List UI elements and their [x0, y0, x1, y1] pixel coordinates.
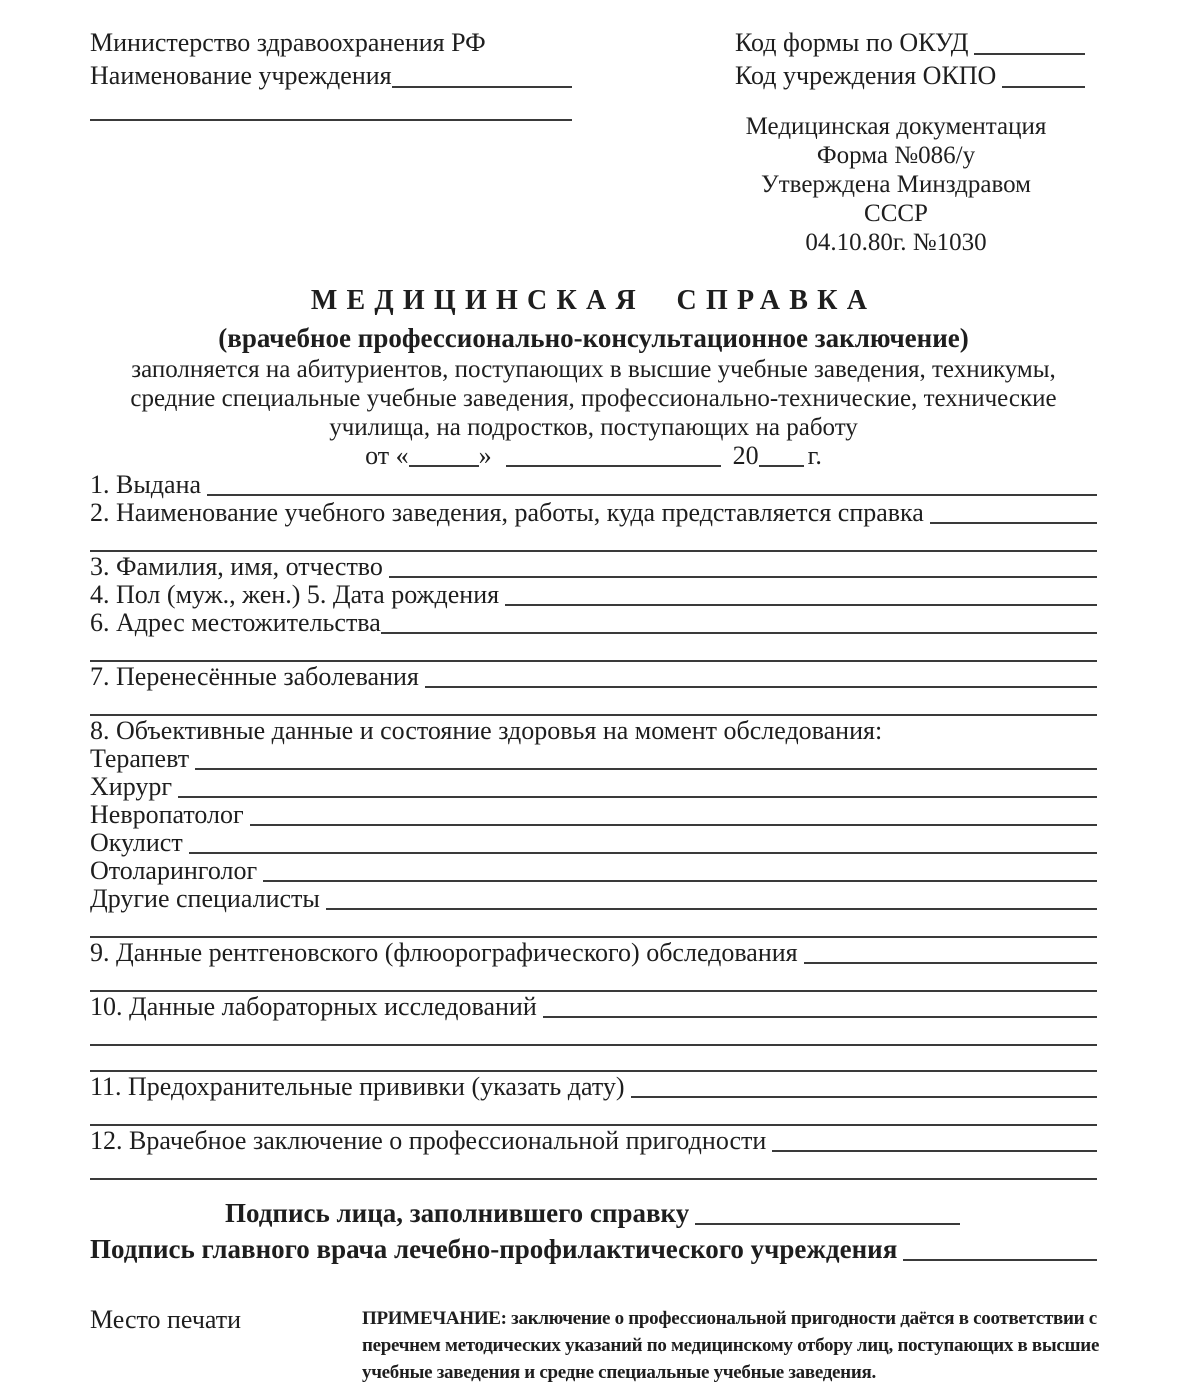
field-label-therapist: Терапевт	[90, 744, 190, 773]
signature-filler-label: Подпись лица, заполнившего справку	[225, 1198, 690, 1228]
blank-medical-conclusion[interactable]	[772, 1150, 1097, 1152]
field-label-past-diseases: 7. Перенесённые заболевания	[90, 662, 419, 691]
field-row-institution-name	[90, 500, 1097, 528]
blank-vaccinations[interactable]	[631, 1096, 1097, 1098]
field-row-lab-data	[90, 994, 1097, 1022]
signature-filler-blank[interactable]	[695, 1223, 960, 1225]
form-description-line-1: заполняется на абитуриентов, поступающих в высшие учебные заведения, техникумы,	[131, 356, 1056, 383]
signature-chief-row	[90, 1229, 1097, 1265]
ministry-line: Министерство здравоохранения РФ	[90, 28, 486, 57]
okud-blank[interactable]	[974, 53, 1085, 55]
form-description-line-2: средние специальные учебные заведения, профессионально-технические, технические	[130, 385, 1057, 412]
blank-otolaryngologist[interactable]	[263, 880, 1097, 882]
okud-label: Код формы по ОКУД	[735, 28, 969, 57]
field-row-neurologist	[90, 802, 1097, 830]
blank-address-cont[interactable]	[90, 638, 1097, 662]
blank-institution-name[interactable]	[930, 522, 1097, 524]
signatures-section	[90, 1193, 1097, 1265]
field-label-institution-name: 2. Наименование учебного заведения, работы, куда представляется справка	[90, 498, 924, 527]
okpo-label: Код учреждения ОКПО	[735, 61, 997, 90]
blank-neurologist[interactable]	[250, 824, 1097, 826]
note-label: ПРИМЕЧАНИЕ:	[362, 1308, 507, 1329]
blank-past-diseases-cont[interactable]	[90, 692, 1097, 716]
field-label-vaccinations: 11. Предохранительные прививки (указать дату)	[90, 1072, 625, 1101]
note-text-1: заключение о профессиональной пригодности даётся в соответствии с	[511, 1308, 1097, 1329]
blank-past-diseases[interactable]	[425, 686, 1097, 688]
date-year-suffix: г.	[807, 441, 822, 470]
field-row-medical-conclusion	[90, 1128, 1097, 1156]
field-row-past-diseases	[90, 664, 1097, 692]
date-row	[90, 442, 1097, 471]
form-title: МЕДИЦИНСКАЯ СПРАВКА	[310, 285, 877, 316]
date-month-blank[interactable]	[506, 465, 721, 467]
blank-vaccinations-cont[interactable]	[90, 1102, 1097, 1126]
field-label-xray-data: 9. Данные рентгеновского (флюорографического) обследования	[90, 938, 798, 967]
blank-xray-data[interactable]	[804, 962, 1097, 964]
institution-label: Наименование учреждения	[90, 61, 392, 90]
field-label-otolaryngologist: Отоларинголог	[90, 856, 258, 885]
field-row-surgeon	[90, 774, 1097, 802]
blank-surgeon[interactable]	[178, 796, 1097, 798]
field-row-other-specialists	[90, 886, 1097, 914]
blank-other-specialists[interactable]	[326, 908, 1097, 910]
blank-lab-data[interactable]	[543, 1016, 1097, 1018]
header-left	[90, 26, 572, 257]
form-header	[90, 26, 1097, 257]
field-row-xray-data	[90, 940, 1097, 968]
okpo-blank[interactable]	[1002, 86, 1085, 88]
note-line-1	[362, 1305, 1099, 1332]
blank-xray-data-cont[interactable]	[90, 968, 1097, 992]
signature-filler-row	[225, 1193, 960, 1229]
field-row-therapist	[90, 746, 1097, 774]
blank-oculist[interactable]	[189, 852, 1097, 854]
date-year-prefix: 20	[732, 441, 759, 470]
blank-address[interactable]	[381, 632, 1097, 634]
field-label-fullname: 3. Фамилия, имя, отчество	[90, 552, 383, 581]
blank-therapist[interactable]	[195, 768, 1097, 770]
doc-info-line-4: 04.10.80г. №1030	[805, 229, 987, 256]
field-row-vaccinations	[90, 1074, 1097, 1102]
field-row-sex-dob	[90, 582, 1097, 610]
blank-institution-name-cont[interactable]	[90, 528, 1097, 552]
blank-sex-dob[interactable]	[505, 604, 1097, 606]
field-row-issued	[90, 472, 1097, 500]
blank-lab-data-cont-1[interactable]	[90, 1022, 1097, 1046]
note-line-3: учебные заведения и средне специальные учебные заведения.	[362, 1362, 876, 1383]
signature-chief-blank[interactable]	[903, 1259, 1097, 1261]
date-day-blank[interactable]	[409, 465, 479, 467]
doc-info-line-2: Форма №086/у	[816, 142, 976, 169]
field-row-address	[90, 610, 1097, 638]
header-right	[735, 26, 1097, 257]
blank-medical-conclusion-cont[interactable]	[90, 1156, 1097, 1180]
field-label-sex-dob: 4. Пол (муж., жен.) 5. Дата рождения	[90, 580, 500, 609]
field-label-other-specialists: Другие специалисты	[90, 884, 320, 913]
institution-blank-2[interactable]	[90, 92, 572, 121]
doc-info-line-3: Утверждена Минздравом СССР	[761, 171, 1031, 227]
doc-info-line-1: Медицинская документация	[745, 113, 1047, 140]
blank-other-specialists-cont[interactable]	[90, 914, 1097, 938]
field-label-neurologist: Невропатолог	[90, 800, 244, 829]
field-label-lab-data: 10. Данные лабораторных исследований	[90, 992, 537, 1021]
note-block	[362, 1305, 1099, 1386]
doc-info-block	[735, 112, 1097, 257]
date-prefix: от «	[365, 441, 409, 470]
fields-section	[90, 472, 1097, 1180]
date-quote-close: »	[478, 441, 492, 470]
field-row-objective-data	[90, 718, 1097, 746]
bottom-section	[90, 1305, 1100, 1386]
field-label-surgeon: Хирург	[90, 772, 173, 801]
stamp-place-label: Место печати	[90, 1305, 242, 1334]
field-row-fullname	[90, 554, 1097, 582]
field-row-otolaryngologist	[90, 858, 1097, 886]
date-year-blank[interactable]	[759, 465, 804, 467]
form-subtitle: (врачебное профессионально-консультационное заключение)	[218, 323, 969, 353]
field-label-address: 6. Адрес местожительства	[90, 608, 381, 637]
field-label-medical-conclusion: 12. Врачебное заключение о профессиональной пригодности	[90, 1126, 767, 1155]
blank-lab-data-cont-2[interactable]	[90, 1048, 1097, 1072]
signature-chief-label: Подпись главного врача лечебно-профилактического учреждения	[90, 1234, 898, 1264]
form-description-line-3: училища, на подростков, поступающих на работу	[329, 414, 858, 441]
field-row-oculist	[90, 830, 1097, 858]
field-label-issued: 1. Выдана	[90, 470, 202, 499]
blank-fullname[interactable]	[389, 576, 1097, 578]
blank-issued[interactable]	[207, 494, 1097, 496]
field-label-oculist: Окулист	[90, 828, 183, 857]
note-line-2: перечнем методических указаний по медицинскому отбору лиц, поступающих в высшие	[362, 1335, 1100, 1356]
objective-data-heading: 8. Объективные данные и состояние здоровья на момент обследования:	[90, 716, 883, 745]
title-block	[90, 281, 1097, 471]
institution-blank[interactable]	[392, 86, 572, 88]
